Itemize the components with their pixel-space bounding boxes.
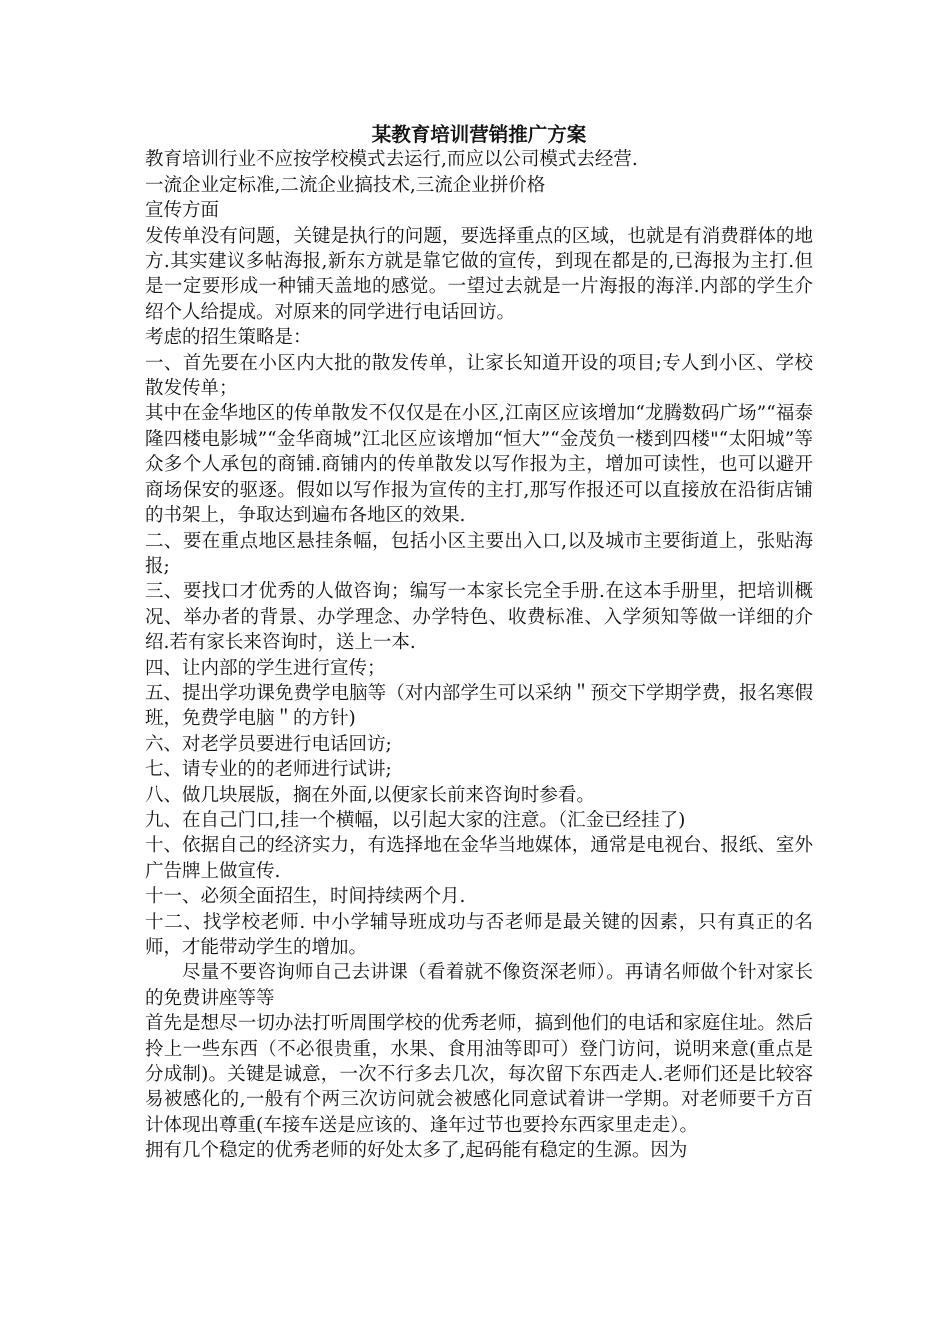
paragraph: 十二、找学校老师. 中小学辅导班成功与否老师是最关键的因素，只有真正的名师，才能带动学生的增加。 xyxy=(145,911,813,958)
paragraph: 三、要找口才优秀的人做咨询；编写一本家长完全手册.在这本手册里，把培训概况、举办者的背景、办学理念、办学特色、收费标准、入学须知等做一详细的介绍.若有家长来咨询时，送上一本. xyxy=(145,581,813,654)
paragraph: 九、在自己门口,挂一个横幅，以引起大家的注意。（汇金已经挂了) xyxy=(145,809,686,831)
document-body xyxy=(145,122,813,1164)
paragraph: 二、要在重点地区悬挂条幅，包括小区主要出入口,以及城市主要街道上，张贴海报; xyxy=(145,530,813,577)
paragraph: 八、做几块展版，搁在外面,以便家长前来咨询时参看。 xyxy=(145,784,595,806)
paragraph: 尽量不要咨询师自己去讲课（看着就不像资深老师）。再请名师做个针对家长的免费讲座等等 xyxy=(145,962,813,1009)
paragraph: 七、请专业的的老师进行试讲; xyxy=(145,759,392,781)
paragraph: 一、首先要在小区内大批的散发传单，让家长知道开设的项目;专人到小区、学校散发传单； xyxy=(145,352,813,400)
paragraph: 五、提出学功课免费学电脑等（对内部学生可以采纳＂预交下学期学费，报名寒假班，免费学电脑＂的方针) xyxy=(145,682,813,730)
paragraph: 十一、必须全面招生，时间持续两个月. xyxy=(145,886,466,908)
paragraph: 四、让内部的学生进行宣传； xyxy=(145,657,386,679)
paragraph: 教育培训行业不应按学校模式去运行,而应以公司模式去经营. xyxy=(145,149,638,171)
paragraph-list xyxy=(145,147,813,1163)
paragraph: 考虑的招生策略是： xyxy=(145,327,312,349)
paragraph: 十、依据自己的经济实力，有选择地在金华当地媒体，通常是电视台、报纸、室外广告牌上做宣传. xyxy=(145,835,813,882)
paragraph: 宣传方面 xyxy=(145,200,220,222)
document-title: 某教育培训营销推广方案 xyxy=(371,123,587,146)
paragraph: 一流企业定标准,二流企业搞技术,三流企业拼价格 xyxy=(145,174,546,196)
paragraph: 其中在金华地区的传单散发不仅仅是在小区,江南区应该增加“龙腾数码广场”“福泰隆四楼电影城”“金华商城”江北区应该增加“恒大”“金茂负一楼到四楼"“太阳城”等众多个人承包的商铺.商铺内的传单散发以写作报为主，增加可读性，也可以避开商场保安的驱逐。假如以写作报为宣传的主打,那写作报还可以直接放在沿街店铺的书架上，争取达到遍布各地区的效果. xyxy=(145,403,813,527)
paragraph: 首先是想尽一切办法打听周围学校的优秀老师，搞到他们的电话和家庭住址。然后拎上一些东西（不必很贵重，水果、食用油等即可）登门访问，说明来意(重点是分成制)。关键是诚意，一次不行多去几次，每次留下东西走人.老师们还是比较容易被感化的,一般有个两三次访问就会被感化同意试着讲一学期。对老师要千方百计体现出尊重(车接车送是应该的、逢年过节也要拎东西家里走走）。 xyxy=(145,1013,813,1136)
paragraph: 六、对老学员要进行电话回访; xyxy=(145,733,392,755)
paragraph: 拥有几个稳定的优秀老师的好处太多了,起码能有稳定的生源。因为 xyxy=(145,1140,688,1162)
paragraph: 发传单没有问题，关键是执行的问题，要选择重点的区域，也就是有消费群体的地方.其实建议多帖海报,新东方就是靠它做的宣传，到现在都是的,已海报为主打.但是一定要形成一种铺天盖地的感觉。一望过去就是一片海报的海洋.内部的学生介绍个人给提成。对原来的同学进行电话回访。 xyxy=(145,225,813,323)
